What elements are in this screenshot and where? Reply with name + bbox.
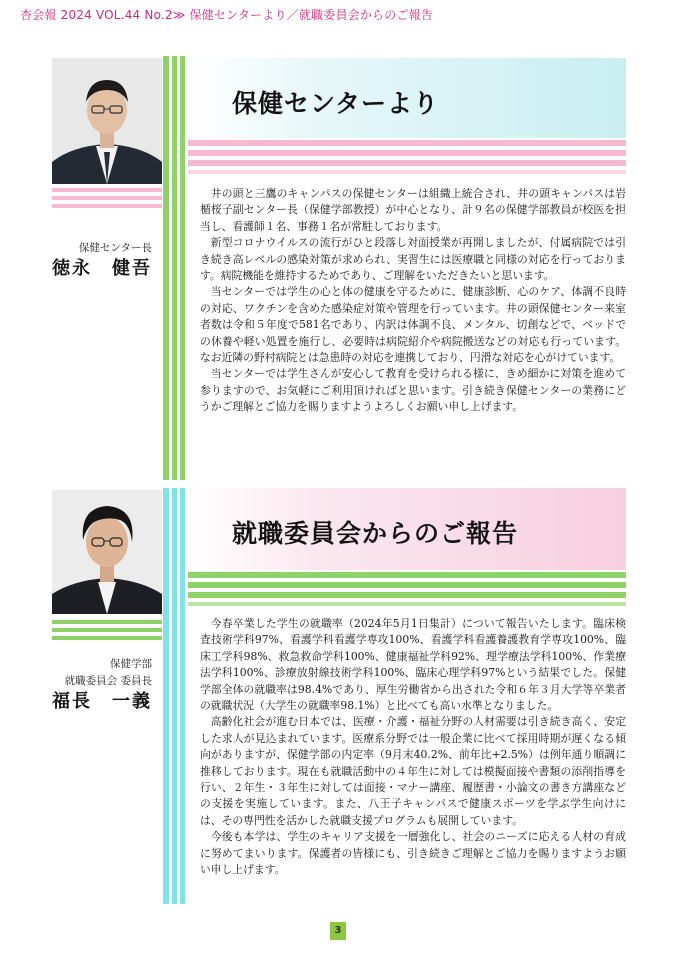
role-label-career-dept: 保健学部 (110, 658, 152, 670)
vertical-stripe-green-3 (180, 56, 185, 480)
horizontal-band-green-1 (188, 572, 626, 578)
paragraph: 今春卒業した学生の就職率（2024年5月1日集計）について報告いたします。臨床検査技術学科97%、看護学科看護学専攻100%、看護学科看護養護教育学専攻100%、臨床工学科98%、救急救命学科100%、健康福祉学科92%、理学療法学科100%、作業療法学科100%、診療放射線技術学科100%、臨床心理学科97%という結果でした。保健学部全体の就職率は98.4%であり、厚生労働省から出された令和６年３月大学等卒業者の就職状況（大学生の就職率98.1%）と比べても高い水準となりました。 (200, 617, 626, 713)
name-block-health (52, 240, 152, 281)
person-name-health: 徳永 健吾 (52, 258, 152, 279)
page-header: 杏会報 2024 VOL.44 No.2≫ 保健センターより／就職委員会からのご報告 (20, 8, 434, 22)
body-text-health (200, 186, 626, 416)
paragraph: 今後も本学は、学生のキャリア支援を一層強化し、社会のニーズに応える人材の育成に努めてまいります。保護者の皆様にも、引き続きご理解とご協力を賜りますようお願い申し上げます。 (200, 830, 626, 877)
photo-band-green-3 (52, 636, 162, 640)
section-title-health: 保健センターより (232, 89, 440, 118)
title-banner-career (188, 488, 626, 570)
horizontal-band-pink-3 (188, 160, 626, 166)
vertical-stripe-green-2 (172, 56, 177, 480)
photo-band-green-1 (52, 620, 162, 624)
photo-band-pink-3 (52, 204, 162, 208)
paragraph: 新型コロナウイルスの流行がひと段落し対面授業が再開しましたが、付属病院では引き続き高レベルの感染対策が求められ、実習生には医療職と同様の対応を行っております。病院機能を維持するためであり、ご理解をいただきたいと思います。 (200, 236, 626, 283)
section-title-career: 就職委員会からのご報告 (232, 519, 519, 548)
horizontal-band-green-2 (188, 582, 626, 588)
horizontal-band-green-4 (188, 602, 626, 606)
horizontal-band-green-3 (188, 592, 626, 598)
person-name-career: 福長 一義 (52, 691, 152, 712)
vertical-stripe-cyan-3 (180, 488, 185, 904)
vertical-stripe-green-1 (163, 56, 169, 480)
photo-band-green-2 (52, 628, 162, 632)
paragraph: 当センターでは学生さんが安心して教育を受けられる様に、きめ細かに対策を進めて参りますので、お気軽にご利用頂ければと思います。引き続き保健センターの業務にどうかご理解とご協力を賜りますようよろしくお願い申し上げます。 (200, 367, 626, 414)
paragraph: 当センターでは学生の心と体の健康を守るために、健康診断、心のケア、体調不良時の対応、ワクチンを含めた感染症対策や管理を行っています。井の頭保健センター来室者数は令和５年度で581名であり、内訳は体調不良、メンタル、切創などで、ベッドでの休養や軽い処置を施行し、必要時は病院紹介や病院搬送などの対応も行っています。なお近隣の野村病院とは急患時の対応を連携しており、円滑な対応を心がけています。 (200, 285, 626, 365)
role-label-career-title: 就職委員会 委員長 (64, 675, 152, 687)
photo-band-pink-1 (52, 188, 162, 192)
vertical-stripe-cyan-1 (163, 488, 169, 904)
horizontal-band-pink-2 (188, 150, 626, 156)
portrait-photo-career (52, 490, 162, 614)
body-text-career (200, 616, 626, 879)
horizontal-band-pink-1 (188, 140, 626, 146)
title-banner-health (188, 58, 626, 138)
horizontal-band-pink-4 (188, 170, 626, 174)
page-number: 3 (330, 922, 346, 940)
vertical-stripe-cyan-2 (172, 488, 177, 904)
photo-band-pink-2 (52, 196, 162, 200)
paragraph: 高齢化社会が進む日本では、医療・介護・福祉分野の人材需要は引き続き高く、安定した求人が見込まれています。医療系分野では一般企業に比べて採用時期が遅くなる傾向がありますが、保健学部の内定率（9月末40.2%、前年比+2.5%）は例年通り順調に推移しております。現在も就職活動中の４年生に対しては模擬面接や書類の添削指導を行い、２年生・３年生に対しては面接・マナー講座、履歴書・小論文の書き方講座などの支援を実施しています。また、八王子キャンパスで健康スポーツを学ぶ学生向けには、その専門性を活かした就職支援プログラムも展開しています。 (200, 715, 626, 827)
name-block-career (52, 656, 152, 714)
role-label-health: 保健センター長 (78, 242, 152, 254)
paragraph: 井の頭と三鷹のキャンパスの保健センターは組織上統合され、井の頭キャンパスは岩楯桜子副センター長（保健学部教授）が中心となり、計９名の保健学部教員が校医を担当し、看護師１名、事務１名が常駐しております。 (200, 187, 626, 233)
portrait-photo-health (52, 58, 162, 184)
